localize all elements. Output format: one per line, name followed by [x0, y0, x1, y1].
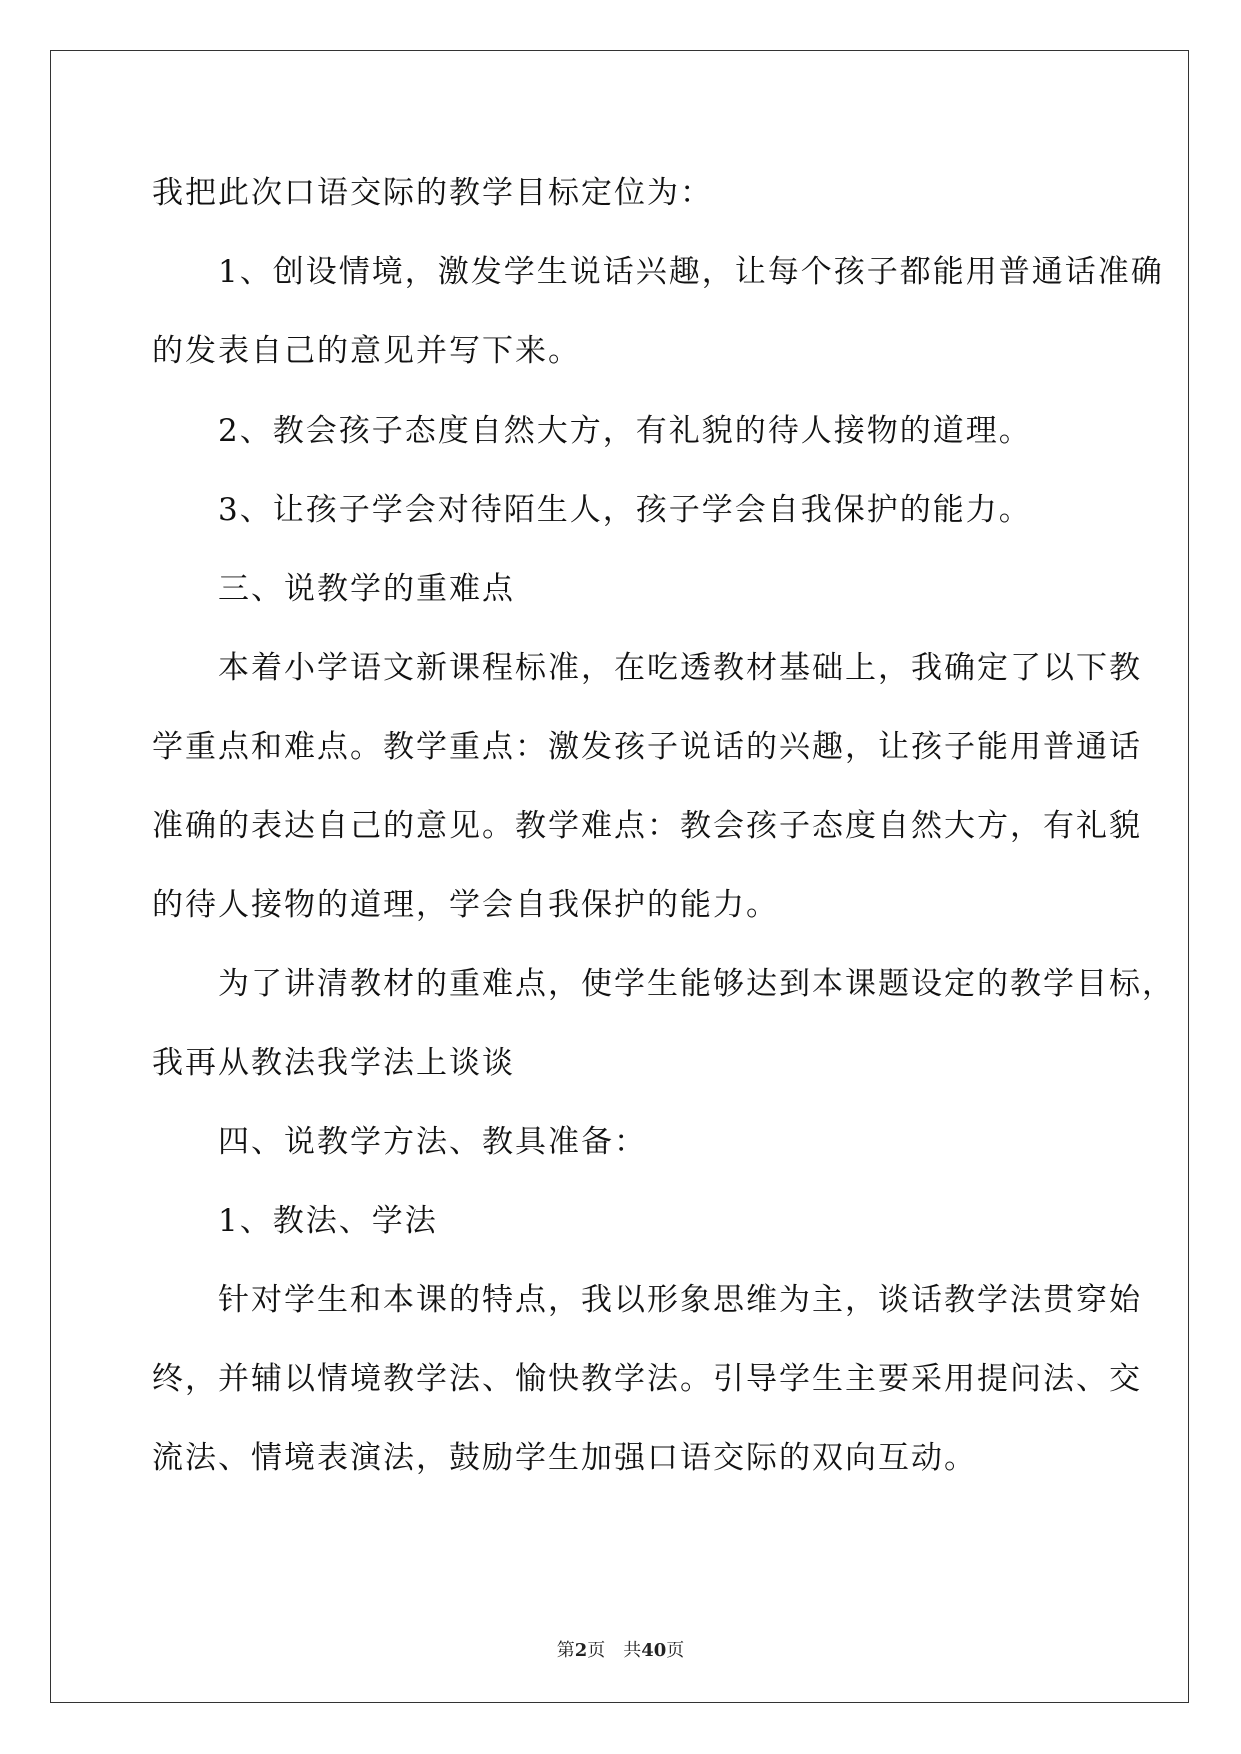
footer-prefix: 第 — [556, 1640, 575, 1661]
text-line: 针对学生和本课的特点，我以形象思维为主，谈话教学法贯穿始 — [152, 1282, 1142, 1318]
total-page-count: 40 — [641, 1640, 667, 1661]
section-heading: 四、说教学方法、教具准备： — [152, 1124, 647, 1160]
text-line: 本着小学语文新课程标准，在吃透教材基础上，我确定了以下教 — [152, 650, 1142, 686]
text-line: 终，并辅以情境教学法、愉快教学法。引导学生主要采用提问法、交 — [152, 1361, 1142, 1397]
page-footer — [0, 1636, 1241, 1662]
text-line: 2、教会孩子态度自然大方，有礼貌的待人接物的道理。 — [152, 413, 1032, 449]
text-line: 流法、情境表演法，鼓励学生加强口语交际的双向互动。 — [152, 1440, 977, 1476]
text-line: 1、教法、学法 — [152, 1203, 438, 1239]
text-line: 为了讲清教材的重难点，使学生能够达到本课题设定的教学目标， — [152, 966, 1175, 1002]
current-page-number: 2 — [574, 1640, 588, 1661]
text-line: 我把此次口语交际的教学目标定位为： — [152, 175, 713, 211]
footer-mid: 页 共 — [587, 1640, 642, 1661]
text-line: 1、创设情境，激发学生说话兴趣，让每个孩子都能用普通话准确 — [152, 254, 1164, 290]
section-heading: 三、说教学的重难点 — [152, 571, 515, 607]
text-line: 的发表自己的意见并写下来。 — [152, 333, 581, 369]
text-line: 的待人接物的道理，学会自我保护的能力。 — [152, 887, 779, 923]
text-line: 我再从教法我学法上谈谈 — [152, 1045, 515, 1081]
text-line: 准确的表达自己的意见。教学难点：教会孩子态度自然大方，有礼貌 — [152, 808, 1142, 844]
text-line: 学重点和难点。教学重点：激发孩子说话的兴趣，让孩子能用普通话 — [152, 729, 1142, 765]
text-line: 3、让孩子学会对待陌生人，孩子学会自我保护的能力。 — [152, 492, 1032, 528]
footer-suffix: 页 — [666, 1640, 685, 1661]
